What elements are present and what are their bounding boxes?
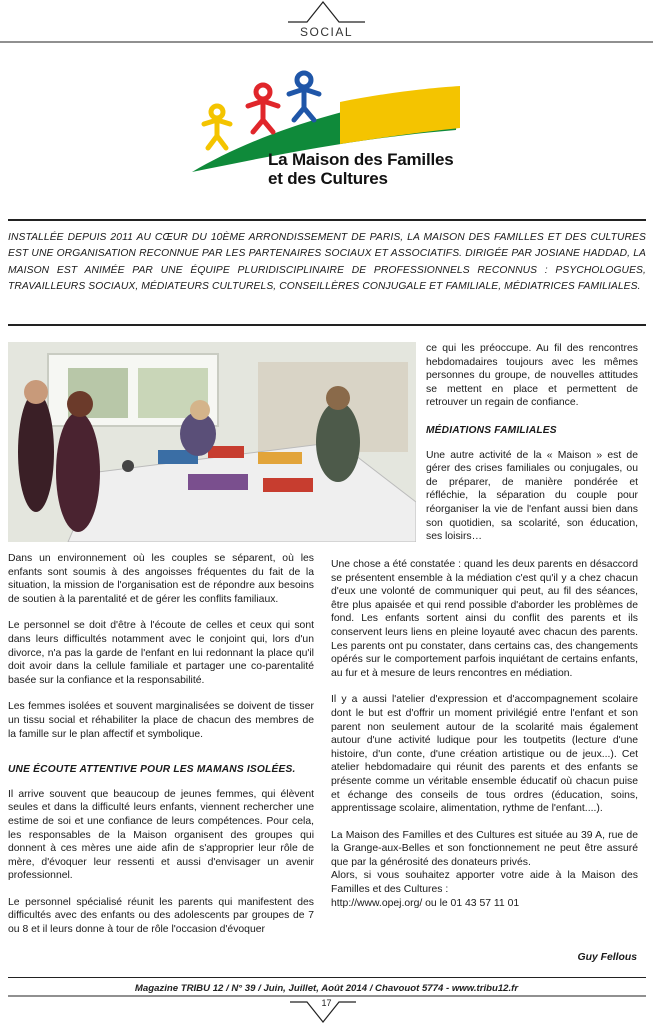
author-signature: Guy Fellous xyxy=(577,952,637,963)
paragraph: Les femmes isolées et souvent marginalisées se doivent de tisser un tissu social et réhabiliter la place de chacun des membres de la famille sur le plan affectif et symbolique. xyxy=(8,701,314,740)
paragraph: Une autre activité de la « Maison » est de gérer des crises familiales ou conjugales, ou de préparer, de manière pondérée et réfléchie, la séparation du couple pour réorganiser la vie de l'enfant aussi bien dans son quotidien, sa scolarité, son éducation, ses loisirs… xyxy=(426,449,638,543)
paragraph: Alors, si vous souhaitez apporter votre aide à la Maison des Familles et des Cultures : xyxy=(331,870,638,896)
intro-top-rule xyxy=(8,219,646,221)
paragraph: Une chose a été constatée : quand les deux parents en désaccord se présentent ensemble à la médiation c'est qu'il y a chez chacun d'eux une volonté de communiquer qui peut, au fil des séances, être plus apaisée et qui rend possible d'aborder les problèmes de fond. Les enfants sortent ainsi du conflit des parents et ils conservent leurs liens en pleine loyauté avec chacun des parents. Les parents ont pu constater, dans certains cas, des changements opérés sur le comportement parfois inquiétant de certains enfants, au fur et à mesure de leurs rencontres en médiation. xyxy=(331,559,638,679)
intro-paragraph: INSTALLÉE DEPUIS 2011 AU CŒUR DU 10ÈME ARRONDISSEMENT DE PARIS, LA MAISON DES FAMILLES ET DES CULTURES EST UNE ORGANISATION RECONNUE PAR LES PARTENAIRES SOCIAUX ET ASSOCIATIFS. DIRIGÉE PAR JOSIANE HADDAD, LA MAISON EST ANIMÉE PAR UNE ÉQUIPE PLURIDISCIPLINAIRE DE PROFESSIONNELS RECONNUS : PSYCHOLOGUES, TRAVAILLEURS SOCIAUX, MÉDIATEURS CULTURELS, CONSEILLÈRES CONJUGALE ET FAMILIALE, MÉDIATRICES FAMILIALES. xyxy=(8,232,646,293)
right-top-column xyxy=(426,342,638,557)
heading-ecoute: UNE ÉCOUTE ATTENTIVE POUR LES MAMANS ISOLÉES. xyxy=(8,764,296,776)
paragraph: Il y a aussi l'atelier d'expression et d'accompagnement scolaire dont le but est d'offrir un moment privilégié entre l'enfant et son parent non seulement autour de la scolarité mais également autour d'une activité ludique pour les toutpetits (lecture d'une histoire, d'un conte, d'une création artistique ou de jeux...). Cet atelier hebdomadaire qui réunit des parents et des enfants se présente comme un véritable ensemble éducatif où chacun puise et échange des conseils de tous ordres (éducation, soins, apprentissage scolaire, alimentation, rythme de l'enfant....). xyxy=(331,694,638,815)
logo-title-line1: La Maison des Familles xyxy=(268,150,454,169)
page-number: 17 xyxy=(321,998,332,1008)
footer-top-rule xyxy=(8,977,646,978)
logo-title xyxy=(268,150,454,188)
left-column xyxy=(8,552,314,950)
paragraph: Le personnel se doit d'être à l'écoute de celles et ceux qui sont dans leurs difficultés notamment avec le conjoint qui, lors d'un divorce, n'a pas la garde de l'enfant en lui redonnant la place qu'il doit avoir dans la cellule familiale et partager une co-parentalité basée sur la confiance et la responsabilité. xyxy=(8,620,314,686)
workshop-photo xyxy=(8,342,416,542)
paragraph: La Maison des Familles et des Cultures est située au 39 A, rue de la Grange-aux-Belles et son fonctionnement ne peut être assuré que par la générosité des donateurs privés. xyxy=(331,829,638,868)
heading-mediations: MÉDIATIONS FAMILIALES xyxy=(426,424,557,436)
intro-bottom-rule xyxy=(8,324,646,326)
paragraph: Il arrive souvent que beaucoup de jeunes femmes, qui élèvent seules et dans la difficulté leurs enfants, viennent rechercher une estime de soi et une confiance de leurs compétences. Pour cela, les responsables de la Maison organisent des groupes qui donnent à ces mères une aide afin de s'approprier leur rôle de mère, d'évoquer leur ressenti et aussi d'envisager un avenir professionnel. xyxy=(8,788,314,882)
footer-credit: Magazine TRIBU 12 / N° 39 / Juin, Juillet, Août 2014 / Chavouot 5774 - www.tribu12.fr xyxy=(134,983,519,994)
right-column xyxy=(331,558,638,923)
contact-link[interactable]: http://www.opej.org/ ou le 01 43 57 11 01 xyxy=(331,897,520,909)
section-label: SOCIAL xyxy=(299,25,353,39)
header-ornament xyxy=(0,0,653,48)
logo-title-line2: et des Cultures xyxy=(268,169,388,188)
workshop-photo-illustration xyxy=(8,342,416,542)
paragraph: Dans un environnement où les couples se séparent, où les enfants sont soumis à des angoisses fréquentes du fait de la situation, la mission de l'organisation est de répondre aux besoins de soutien à la parentalité et de gérer les conflits familiaux. xyxy=(8,553,314,605)
paragraph: ce qui les préoccupe. Au fil des rencontres hebdomadaires toujours avec les mêmes personnes du groupe, de nouvelles attitudes se mettent en place et permettent de retrouver un regain de confiance. xyxy=(426,343,638,409)
paragraph: Le personnel spécialisé réunit les parents qui manifestent des difficultés avec des enfants ou des adolescents par groupes de 7 ou 8 et il leurs donne à tour de rôle l'occasion d'évoquer xyxy=(8,896,314,936)
